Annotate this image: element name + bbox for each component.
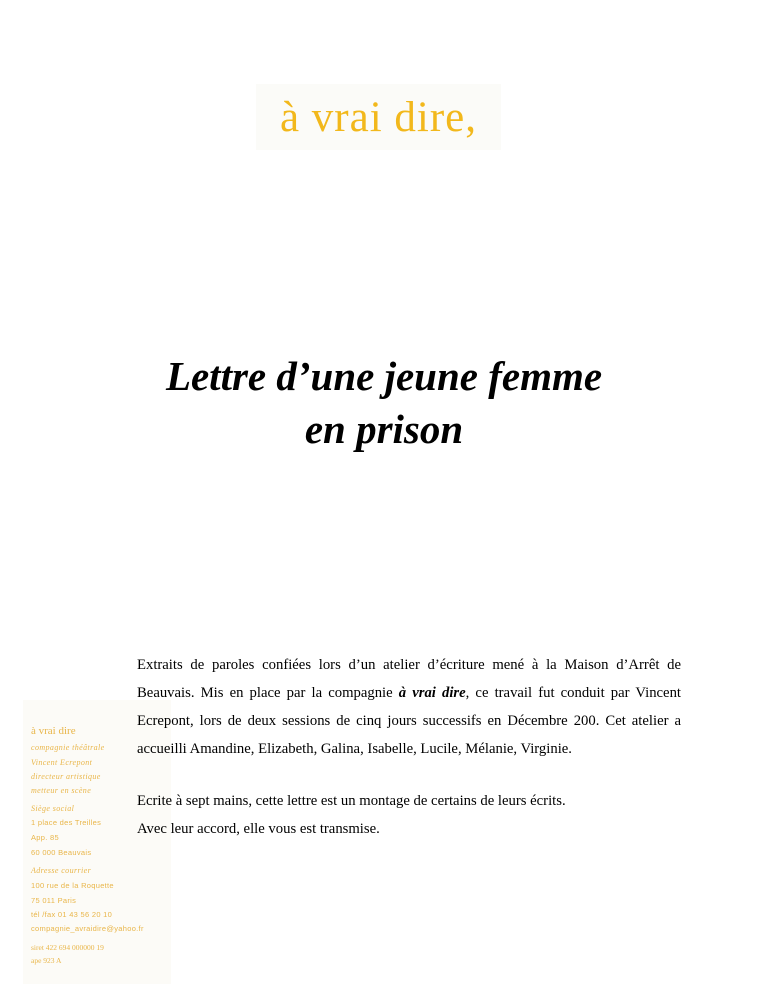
sidebar-ape: ape 923 A bbox=[31, 956, 62, 965]
sidebar-company-name: à vrai dire bbox=[31, 725, 76, 737]
title-line-2: en prison bbox=[304, 406, 464, 452]
sidebar-director: Vincent Ecrepont bbox=[31, 758, 93, 767]
logo bbox=[256, 84, 501, 150]
sidebar-siret: siret 422 694 000000 19 bbox=[31, 943, 104, 952]
sidebar-email: compagnie_avraidire@yahoo.fr bbox=[31, 924, 144, 933]
logo-text: à vrai dire, bbox=[279, 93, 478, 141]
company-name-emphasis: à vrai dire bbox=[398, 685, 466, 701]
title-line-1: Lettre d’une jeune femme bbox=[165, 353, 603, 399]
closing-line-1: Ecrite à sept mains, cette lettre est un montage de certains de leurs écrits. bbox=[137, 793, 566, 809]
sidebar-company-type: compagnie théâtrale bbox=[31, 743, 105, 752]
sidebar-phone: tél /fax 01 43 56 20 10 bbox=[31, 910, 113, 919]
sidebar-courrier-line-2: 75 011 Paris bbox=[31, 896, 77, 905]
sidebar-siege-line-2: App. 85 bbox=[31, 833, 59, 842]
intro-text-end: , ce travail fut conduit par Vincent Ecrepont, lors de deux sessions de cinq jours successifs en Décembre 200. Cet atelier a accueilli Amandine, Elizabeth, Galina, Isabelle, Lucile, Mélanie, Virginie. bbox=[137, 685, 681, 757]
closing-line-2: Avec leur accord, elle vous est transmise. bbox=[137, 821, 380, 837]
sidebar-role-2: metteur en scène bbox=[31, 786, 92, 795]
sidebar-courrier-label: Adresse courrier bbox=[31, 866, 92, 875]
intro-paragraph bbox=[137, 651, 681, 763]
intro-text-start: Extraits de paroles confiées lors d’un atelier d’écriture mené à la Maison d’Arrêt de Beauvais. Mis en place par la compagnie bbox=[137, 657, 681, 701]
sidebar-courrier-line-1: 100 rue de la Roquette bbox=[31, 881, 114, 890]
closing-paragraph bbox=[137, 787, 681, 843]
sidebar-role-1: directeur artistique bbox=[31, 772, 101, 781]
sidebar-siege-line-1: 1 place des Treilles bbox=[31, 818, 102, 827]
sidebar-siege-label: Siège social bbox=[31, 804, 75, 813]
page-title bbox=[60, 350, 708, 456]
sidebar-siege-line-3: 60 000 Beauvais bbox=[31, 848, 92, 857]
